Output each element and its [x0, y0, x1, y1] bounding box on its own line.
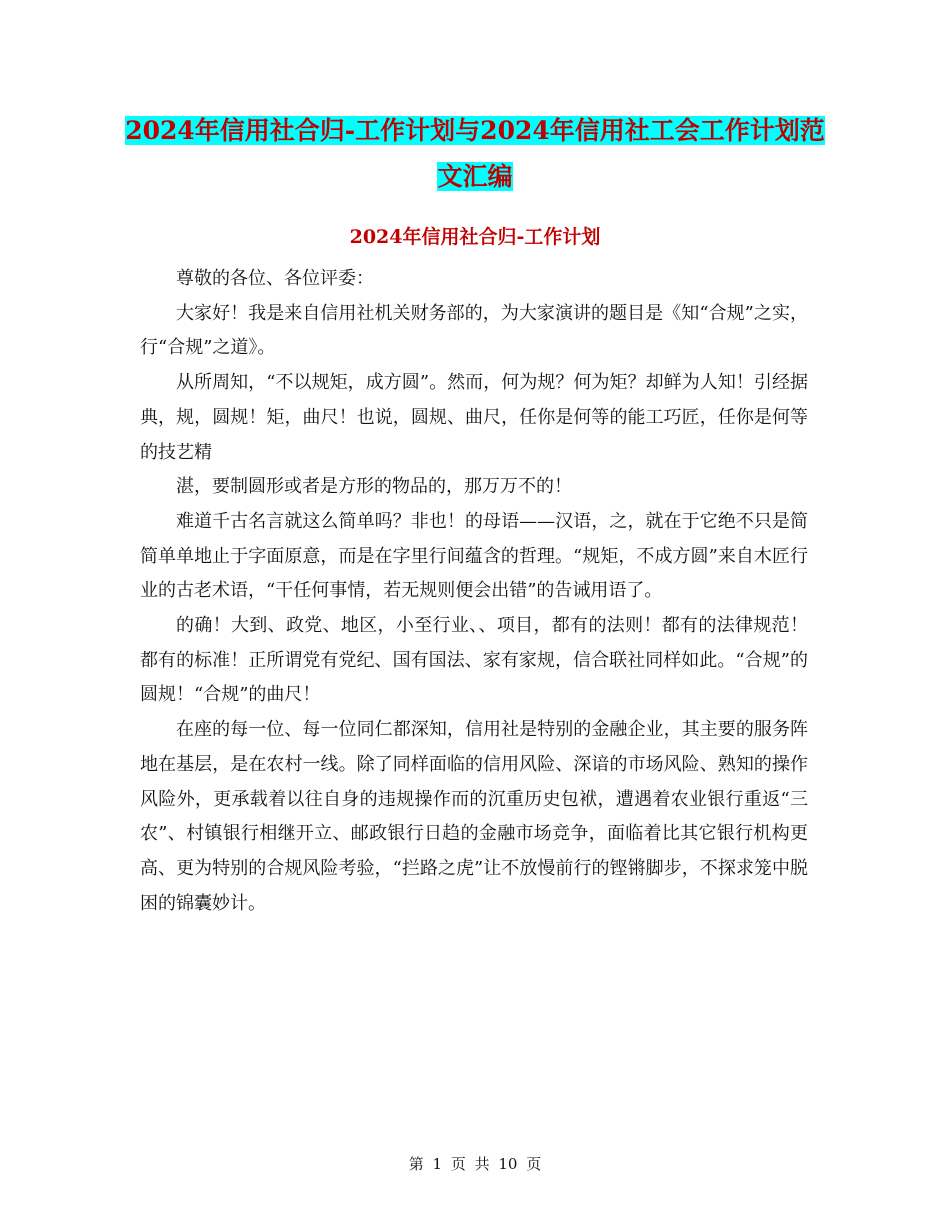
- document-title-text: 2024年信用社合归-工作计划与2024年信用社工会工作计划范文汇编: [125, 116, 825, 191]
- paragraph: 湛，要制圆形或者是方形的物品的，那万万不的！: [176, 476, 572, 498]
- document-body: [140, 262, 808, 921]
- paragraph: 大家好！我是来自信用社机关财务部的，为大家演讲的题目是《知“合规”之实，行“合规”之道》。: [140, 302, 808, 359]
- paragraph: 难道千古名言就这么简单吗？非也！的母语——汉语，之，就在于它绝不只是简简单单地止于字面原意，而是在字里行间蕴含的哲理。“规矩，不成方圆”来自木匠行业的古老术语，“干任何事情，若无规则便会出错”的告诫用语了。: [140, 510, 808, 602]
- page-number-footer: 第 1 页 共 10 页: [408, 1155, 542, 1173]
- paragraph: 尊敬的各位、各位评委：: [176, 268, 374, 289]
- section-title: 2024年信用社合归-工作计划: [349, 226, 601, 248]
- paragraph: 从所周知，“不以规矩，成方圆”。然而，何为规？何为矩？却鲜为人知！引经据典，规，圆规！矩，曲尺！也说，圆规、曲尺，任你是何等的能工巧匠，任你是何等的技艺精: [140, 372, 808, 463]
- paragraph: 的确！大到、政党、地区，小至行业、、项目，都有的法则！都有的法律规范！都有的标准！正所谓党有党纪、国有国法、家有家规，信合联社同样如此。“合规”的圆规！“合规”的曲尺！: [140, 615, 808, 706]
- paragraph: 在座的每一位、每一位同仁都深知，信用社是特别的金融企业，其主要的服务阵地在基层，是在农村一线。除了同样面临的信用风险、深谙的市场风险、熟知的操作风险外，更承载着以往自身的违规操作而的沉重历史包袱，遭遇着农业银行重返“三农”、村镇银行相继开立、邮政银行日趋的金融市场竞争，面临着比其它银行机构更高、更为特别的合规风险考验，“拦路之虎”让不放慢前行的铿锵脚步，不探求笼中脱困的锦囊妙计。: [140, 719, 808, 914]
- document-title: [120, 108, 830, 200]
